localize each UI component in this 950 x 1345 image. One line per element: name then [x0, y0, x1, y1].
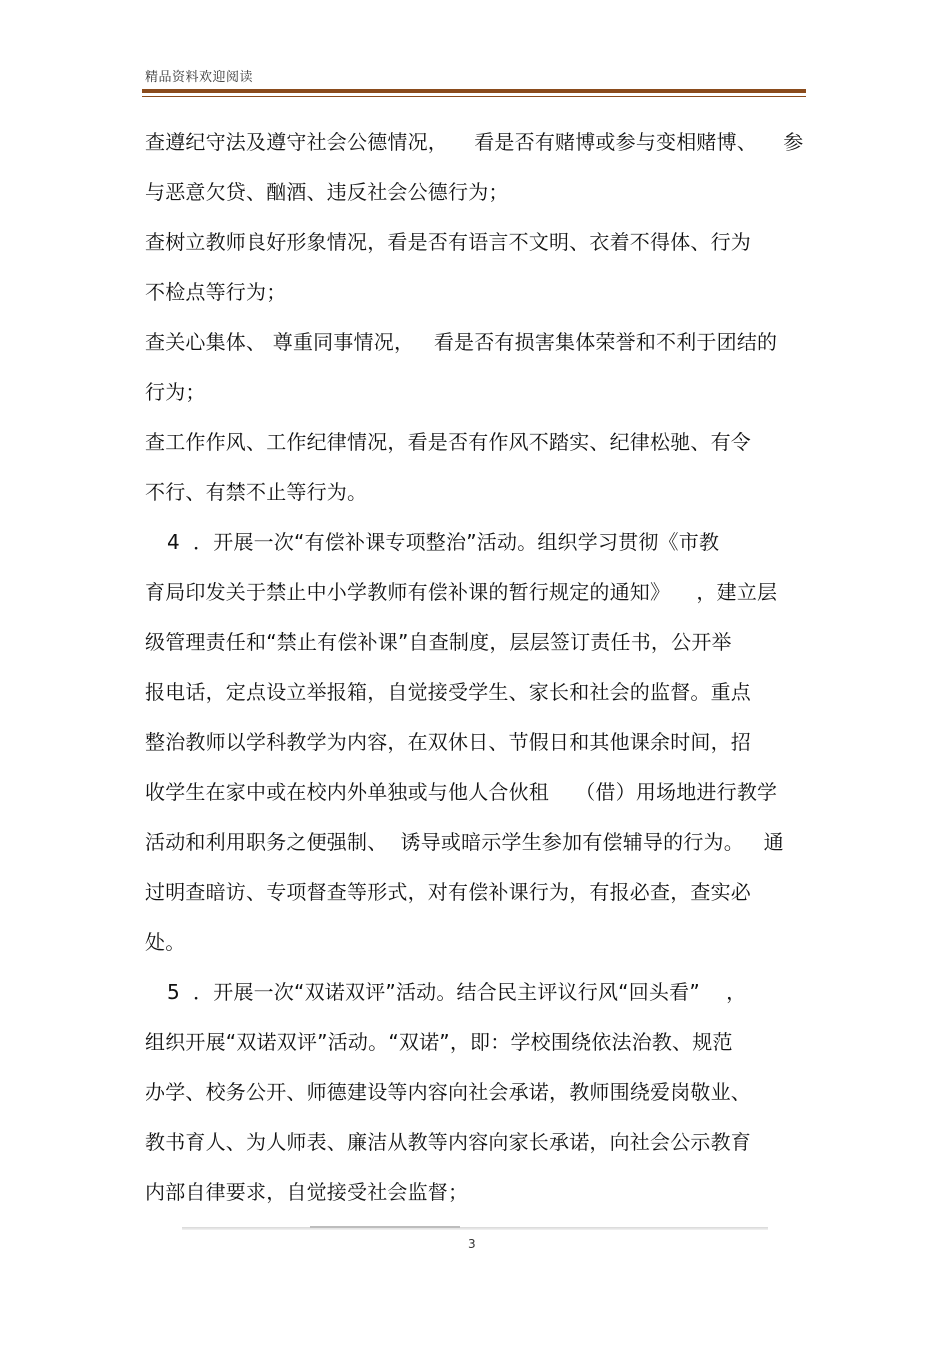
text-line: 办学、校务公开、师德建设等内容向社会承诺，教师围绕爱岗敬业、 [145, 1080, 751, 1104]
text-line: 过明查暗访、专项督查等形式，对有偿补课行为，有报必查，查实必 [145, 880, 751, 904]
text-line: 查工作作风、工作纪律情况，看是否有作风不踏实、纪律松驰、有令 [145, 430, 751, 454]
text-line: 不检点等行为； [145, 280, 287, 304]
text-line: 育局印发关于禁止中小学教师有偿补课的暂行规定的通知》 ，建立层 [145, 580, 778, 604]
text-line: 行为； [145, 380, 206, 404]
text-line: 教书育人、为人师表、廉洁从教等内容向家长承诺，向社会公示教育 [145, 1130, 751, 1154]
text-line: 查遵纪守法及遵守社会公德情况， 看是否有赌博或参与变相赌博、 参 [145, 130, 804, 154]
text-line: 组织开展“双诺双评”活动。“双诺”，即：学校围绕依法治教、规范 [145, 1030, 733, 1054]
text-line: 级管理责任和“禁止有偿补课”自查制度，层层签订责任书，公开举 [145, 630, 732, 654]
text-line: 内部自律要求，自觉接受社会监督； [145, 1180, 469, 1204]
text-line: 收学生在家中或在校内外单独或与他人合伙租 （借）用场地进行教学 [145, 780, 778, 804]
text-line: 处。 [145, 930, 186, 954]
footer-rule [182, 1227, 768, 1230]
text-line: 查关心集体、 尊重同事情况， 看是否有损害集体荣誉和不利于团结的 [145, 330, 778, 354]
text-line: 与恶意欠贷、酗酒、违反社会公德行为； [145, 180, 509, 204]
numbered-item-5: 5 ．开展一次“双诺双评”活动。结合民主评议行风“回头看” ， [167, 980, 747, 1004]
text-line: 报电话，定点设立举报箱，自觉接受学生、家长和社会的监督。重点 [145, 680, 751, 704]
running-header: 精品资料欢迎阅读 [145, 70, 254, 85]
text-line: 不行、有禁不止等行为。 [145, 480, 368, 504]
text-line: 活动和利用职务之便强制、 诱导或暗示学生参加有偿辅导的行为。 通 [145, 830, 784, 854]
page-number: 3 [468, 1237, 476, 1251]
text-line: 整治教师以学科教学为内容，在双休日、节假日和其他课余时间，招 [145, 730, 751, 754]
header-rule [142, 89, 806, 93]
footer-rule-accent [310, 1226, 460, 1228]
header-rule-thin [142, 96, 806, 97]
text-line: 查树立教师良好形象情况，看是否有语言不文明、衣着不得体、行为 [145, 230, 751, 254]
numbered-item-4: 4 ．开展一次“有偿补课专项整治”活动。组织学习贯彻《市教 [167, 530, 720, 554]
body-text [145, 124, 805, 1224]
